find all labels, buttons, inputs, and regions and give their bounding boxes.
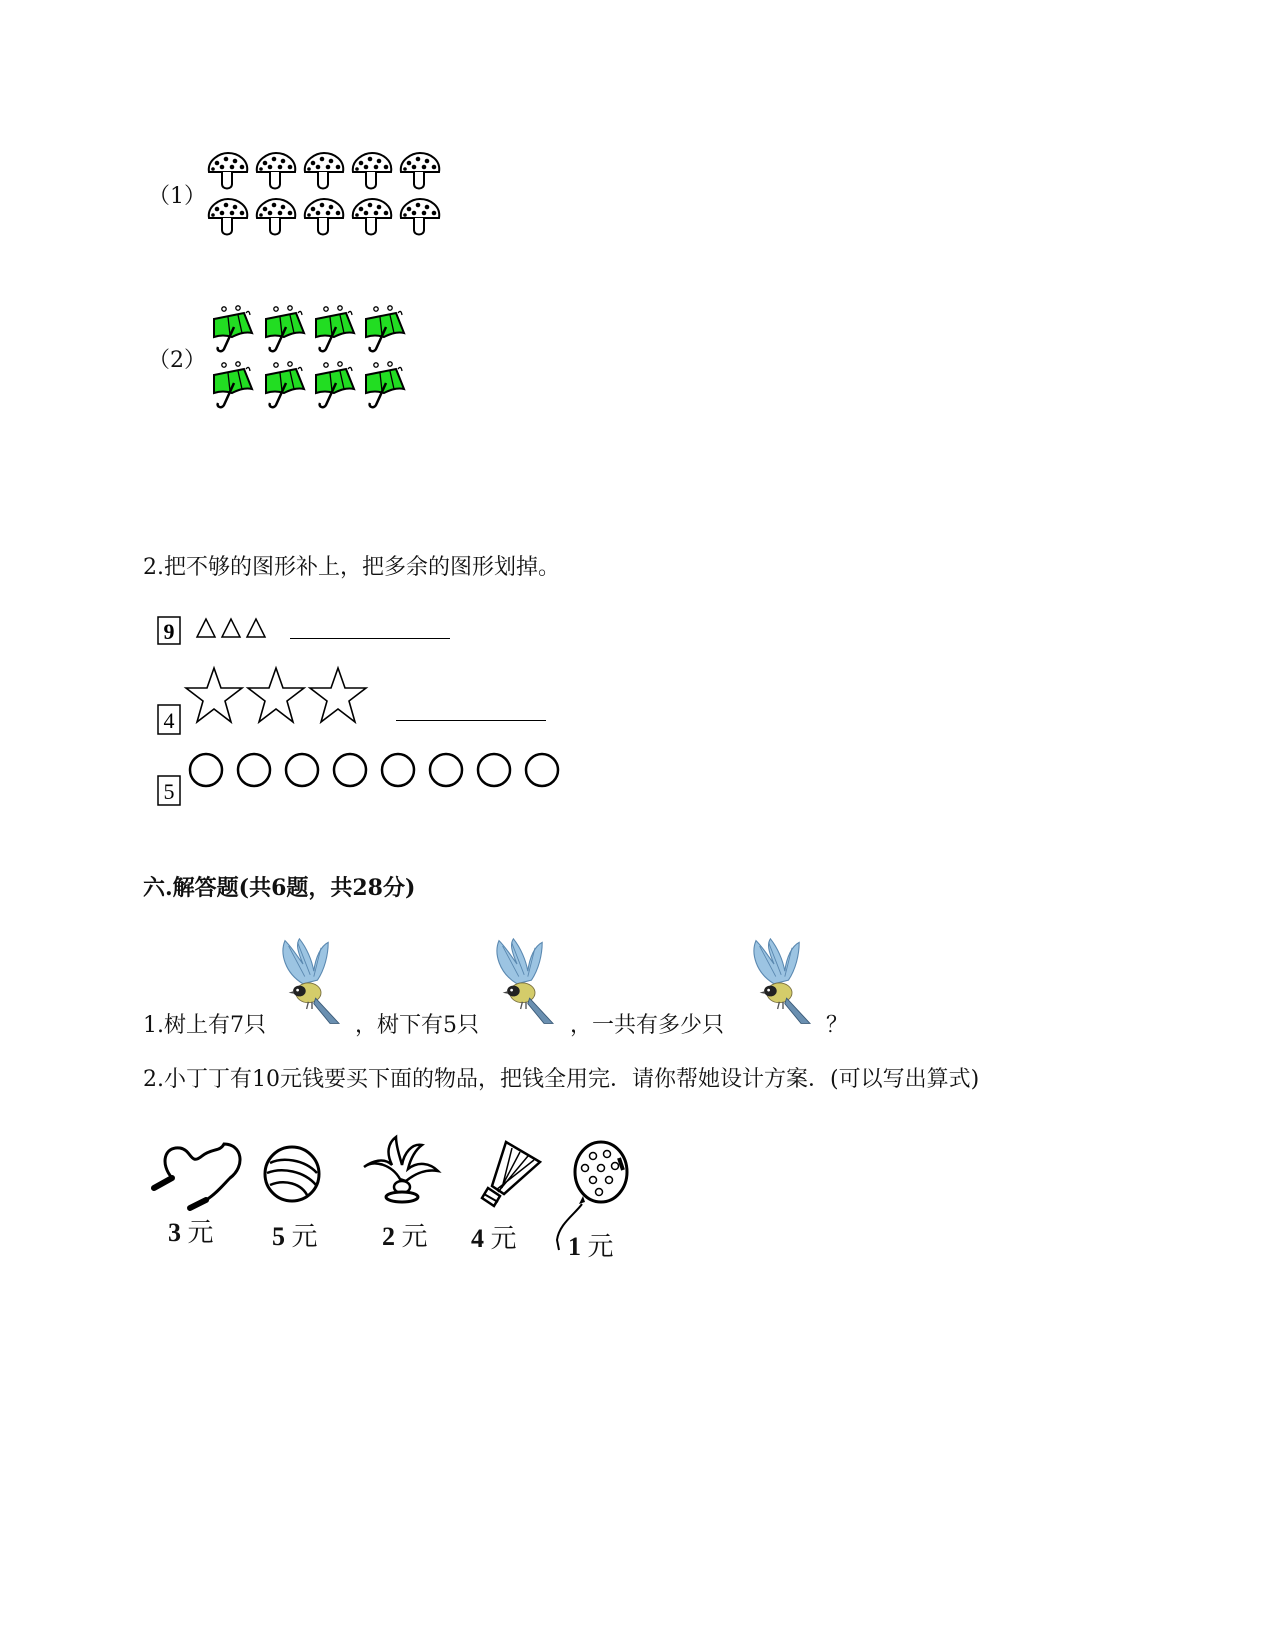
umbrella-icon [316,362,354,407]
mushroom-icon [305,153,343,189]
triangle-row [196,616,276,640]
triangle-icon [247,619,265,637]
problem-1-part-b: ，树下有5只 [355,1013,479,1038]
circle-icon [286,754,318,786]
bird-icon [747,932,819,1032]
circle-icon [382,754,414,786]
triangle-icon [197,619,215,637]
circle-icon [526,754,558,786]
problem-1-part-d: ？ [826,1013,849,1038]
problem-1-part-c: ，一共有多少只 [570,1013,725,1038]
problem-1-part-a: 1.树上有7只 [143,1013,266,1038]
number-box-9 [157,616,183,646]
star-icon [186,668,242,722]
group-1-label: （1） [148,184,206,209]
umbrella-icon [266,306,304,351]
star-row [184,666,370,726]
mushroom-grid [206,152,446,242]
number-box-5 [157,775,183,807]
answer-line-1[interactable] [290,638,450,639]
mushroom-icon [305,199,343,235]
problem-2-text: 2.小丁丁有10元钱要买下面的物品，把钱全用完．请你帮她设计方案．(可以写出算式) [143,1067,980,1092]
star-icon [248,668,304,722]
bird-icon [490,932,562,1032]
badminton-shuttlecock-icon [480,1138,544,1210]
umbrella-icon [266,362,304,407]
group-2-label: （2） [148,348,206,373]
mushroom-icon [209,199,247,235]
mushroom-icon [401,199,439,235]
umbrella-icon [366,362,404,407]
mushroom-icon [353,199,391,235]
circle-icon [478,754,510,786]
circle-icon [190,754,222,786]
circle-icon [334,754,366,786]
mushroom-icon [257,199,295,235]
price-ball: 5 元 [272,1222,318,1251]
section-6-title: 六.解答题(共6题，共28分) [143,875,416,901]
umbrella-icon [214,306,252,351]
price-badminton-shuttlecock: 4 元 [471,1224,517,1253]
triangle-icon [222,619,240,637]
price-balloon: 1 元 [568,1232,614,1261]
mushroom-icon [209,153,247,189]
number-9-label: 9 [163,619,175,644]
number-box-4 [157,704,183,736]
umbrella-icon [316,306,354,351]
circle-icon [430,754,462,786]
star-icon [310,668,366,722]
mushroom-icon [401,153,439,189]
mushroom-icon [257,153,295,189]
circle-row [188,751,568,791]
number-4-label: 4 [163,708,175,733]
umbrella-icon [214,362,252,407]
shuttlecock-toy-icon [362,1135,440,1207]
price-jump-rope: 3 元 [168,1218,214,1247]
bird-icon [276,932,348,1032]
ball-icon [262,1143,322,1205]
price-shuttlecock-toy: 2 元 [382,1222,428,1251]
number-5-label: 5 [163,779,175,804]
umbrella-grid [208,305,408,417]
umbrella-icon [366,306,404,351]
circle-icon [238,754,270,786]
answer-line-2[interactable] [396,720,546,721]
mushroom-icon [353,153,391,189]
jump-rope-icon [150,1138,246,1208]
question-2-text: 2.把不够的图形补上，把多余的图形划掉。 [143,555,560,580]
